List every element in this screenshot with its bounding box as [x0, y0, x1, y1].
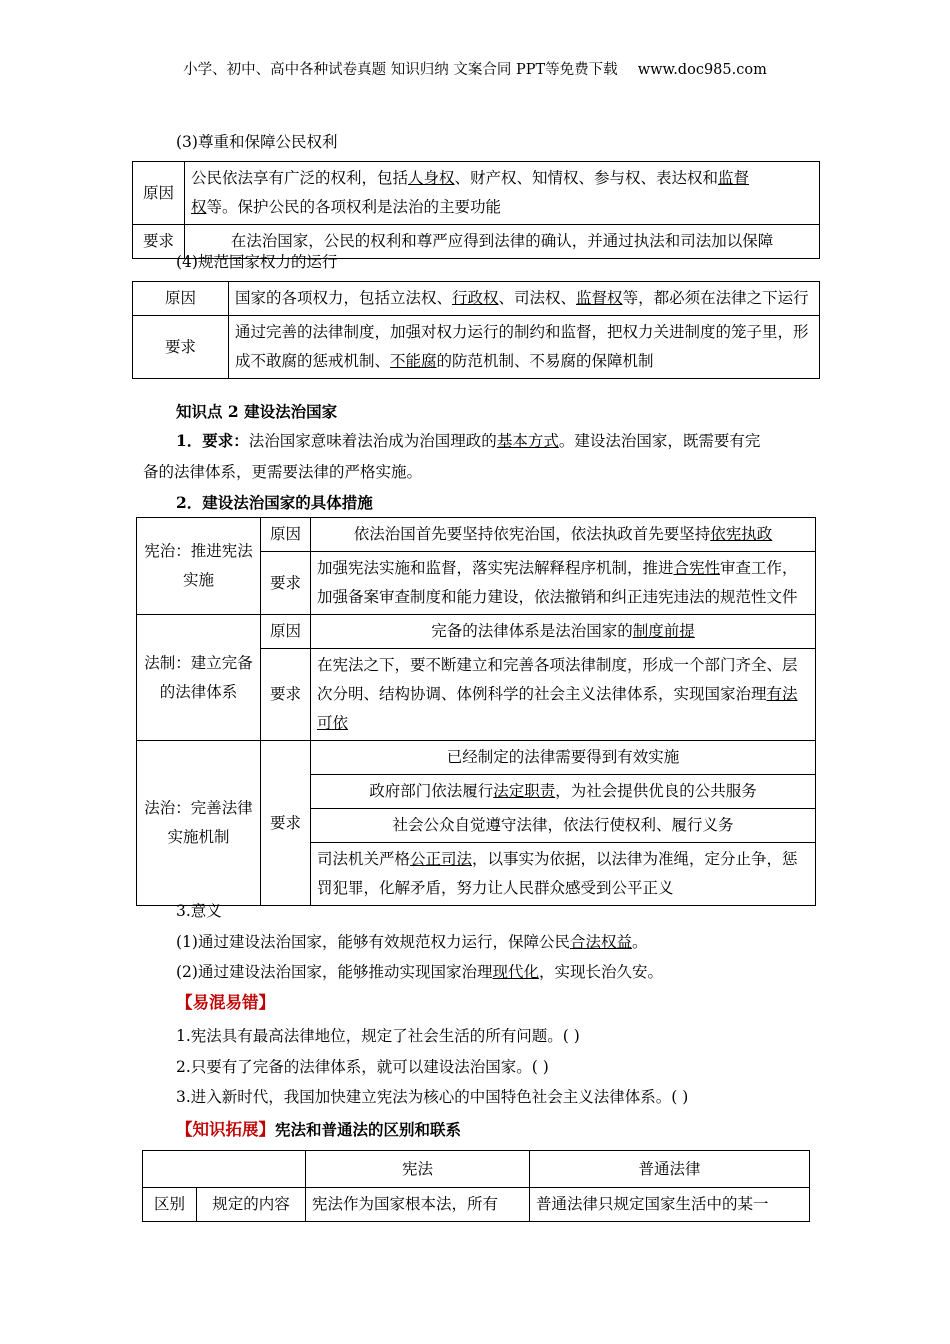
extend-c1: 宪法作为国家根本法，所有	[306, 1188, 530, 1222]
meaning-p2: (2)通过建设法治国家，能够推动实现国家治理现代化，实现长治久安。	[176, 963, 663, 981]
g1-req-cell: 加强宪法实施和监督，落实宪法解释程序机制，推进合宪性审查工作，加强备案审查制度和能力建设，依法撤销和纠正违宪违法的规范性文件	[311, 552, 816, 615]
s3-heading: (3)尊重和保障公民权利	[176, 133, 338, 151]
extend-c2: 普通法律只规定国家生活中的某一	[530, 1188, 810, 1222]
g1-req-label: 要求	[261, 552, 311, 615]
table-row	[133, 162, 820, 225]
extend-col2: 普通法律	[530, 1151, 810, 1188]
g1-label: 宪治：推进宪法实施	[137, 518, 261, 615]
s3-table	[132, 161, 820, 259]
s4-heading: (4)规范国家权力的运行	[176, 253, 338, 271]
g2-label: 法制：建立完备的法律体系	[137, 615, 261, 741]
g3-r3: 社会公众自觉遵守法律，依法行使权利、履行义务	[311, 809, 816, 843]
extend-row-label: 区别	[143, 1188, 197, 1222]
extend-table	[142, 1150, 810, 1222]
s4-table	[132, 281, 820, 379]
s4-reason-label: 原因	[133, 282, 229, 316]
g2-req-cell: 在宪法之下，要不断建立和完善各项法律制度，形成一个部门齐全、层次分明、结构协调、体例科学的社会主义法律体系，实现国家治理有法可依	[311, 649, 816, 741]
banner-text: 小学、初中、高中各种试卷真题 知识归纳 文案合同 PPT等免费下载	[183, 62, 618, 78]
confuse-q1: 1.宪法具有最高法律地位，规定了社会生活的所有问题。( )	[176, 1027, 580, 1045]
kp2-p1: 1．要求：法治国家意味着法治成为治国理政的基本方式。建设法治国家，既需要有完	[176, 431, 761, 450]
measures-table	[136, 517, 816, 906]
s3-req-label: 要求	[133, 225, 185, 259]
s3-req-cell: 在法治国家，公民的权利和尊严应得到法律的确认，并通过执法和司法加以保障	[185, 225, 820, 259]
g1-reason-cell: 依法治国首先要坚持依宪治国，依法执政首先要坚持依宪执政	[311, 518, 816, 552]
extend-blank-cell	[143, 1151, 306, 1188]
table-row	[133, 282, 820, 316]
s4-reason-cell: 国家的各项权力，包括立法权、行政权、司法权、监督权等，都必须在法律之下运行	[229, 282, 820, 316]
g3-r2: 政府部门依法履行法定职责，为社会提供优良的公共服务	[311, 775, 816, 809]
g3-r4: 司法机关严格公正司法，以事实为依据，以法律为准绳，定分止争，惩罚犯罪，化解矛盾，努力让人民群众感受到公平正义	[311, 843, 816, 906]
page-banner	[0, 58, 950, 79]
s3-reason-label: 原因	[133, 162, 185, 225]
kp2-title: 知识点 2 建设法治国家	[176, 402, 338, 421]
s4-req-cell: 通过完善的法律制度，加强对权力运行的制约和监督，把权力关进制度的笼子里，形成不敢腐的惩戒机制、不能腐的防范机制、不易腐的保障机制	[229, 316, 820, 379]
s3-reason-cell: 公民依法享有广泛的权利，包括人身权、财产权、知情权、参与权、表达权和监督 权等。保护公民的各项权利是法治的主要功能	[185, 162, 820, 225]
table-row	[137, 615, 816, 649]
confuse-title: 【易混易错】	[176, 993, 275, 1012]
g2-reason-label: 原因	[261, 615, 311, 649]
extend-title: 【知识拓展】宪法和普通法的区别和联系	[176, 1120, 462, 1139]
table-row	[137, 518, 816, 552]
extend-col1: 宪法	[306, 1151, 530, 1188]
g2-req-label: 要求	[261, 649, 311, 741]
confuse-q3: 3.进入新时代，我国加快建立宪法为核心的中国特色社会主义法律体系。( )	[176, 1088, 689, 1106]
confuse-q2: 2.只要有了完备的法律体系，就可以建设法治国家。( )	[176, 1058, 549, 1076]
s4-req-label: 要求	[133, 316, 229, 379]
table-row	[143, 1188, 810, 1222]
kp2-p2: 2．建设法治国家的具体措施	[176, 493, 373, 512]
table-row	[143, 1151, 810, 1188]
g3-label: 法治：完善法律实施机制	[137, 741, 261, 906]
extend-row-sub: 规定的内容	[197, 1188, 306, 1222]
banner-url[interactable]: www.doc985.com	[637, 62, 767, 78]
meaning-p1: (1)通过建设法治国家，能够有效规范权力运行，保障公民合法权益。	[176, 933, 648, 951]
g3-r1: 已经制定的法律需要得到有效实施	[311, 741, 816, 775]
meaning-title: 3.意义	[176, 902, 222, 920]
kp2-p1-cont: 备的法律体系，更需要法律的严格实施。	[143, 463, 423, 481]
table-row	[137, 741, 816, 775]
g3-req-label: 要求	[261, 741, 311, 906]
g1-reason-label: 原因	[261, 518, 311, 552]
g2-reason-cell: 完备的法律体系是法治国家的制度前提	[311, 615, 816, 649]
table-row	[133, 316, 820, 379]
